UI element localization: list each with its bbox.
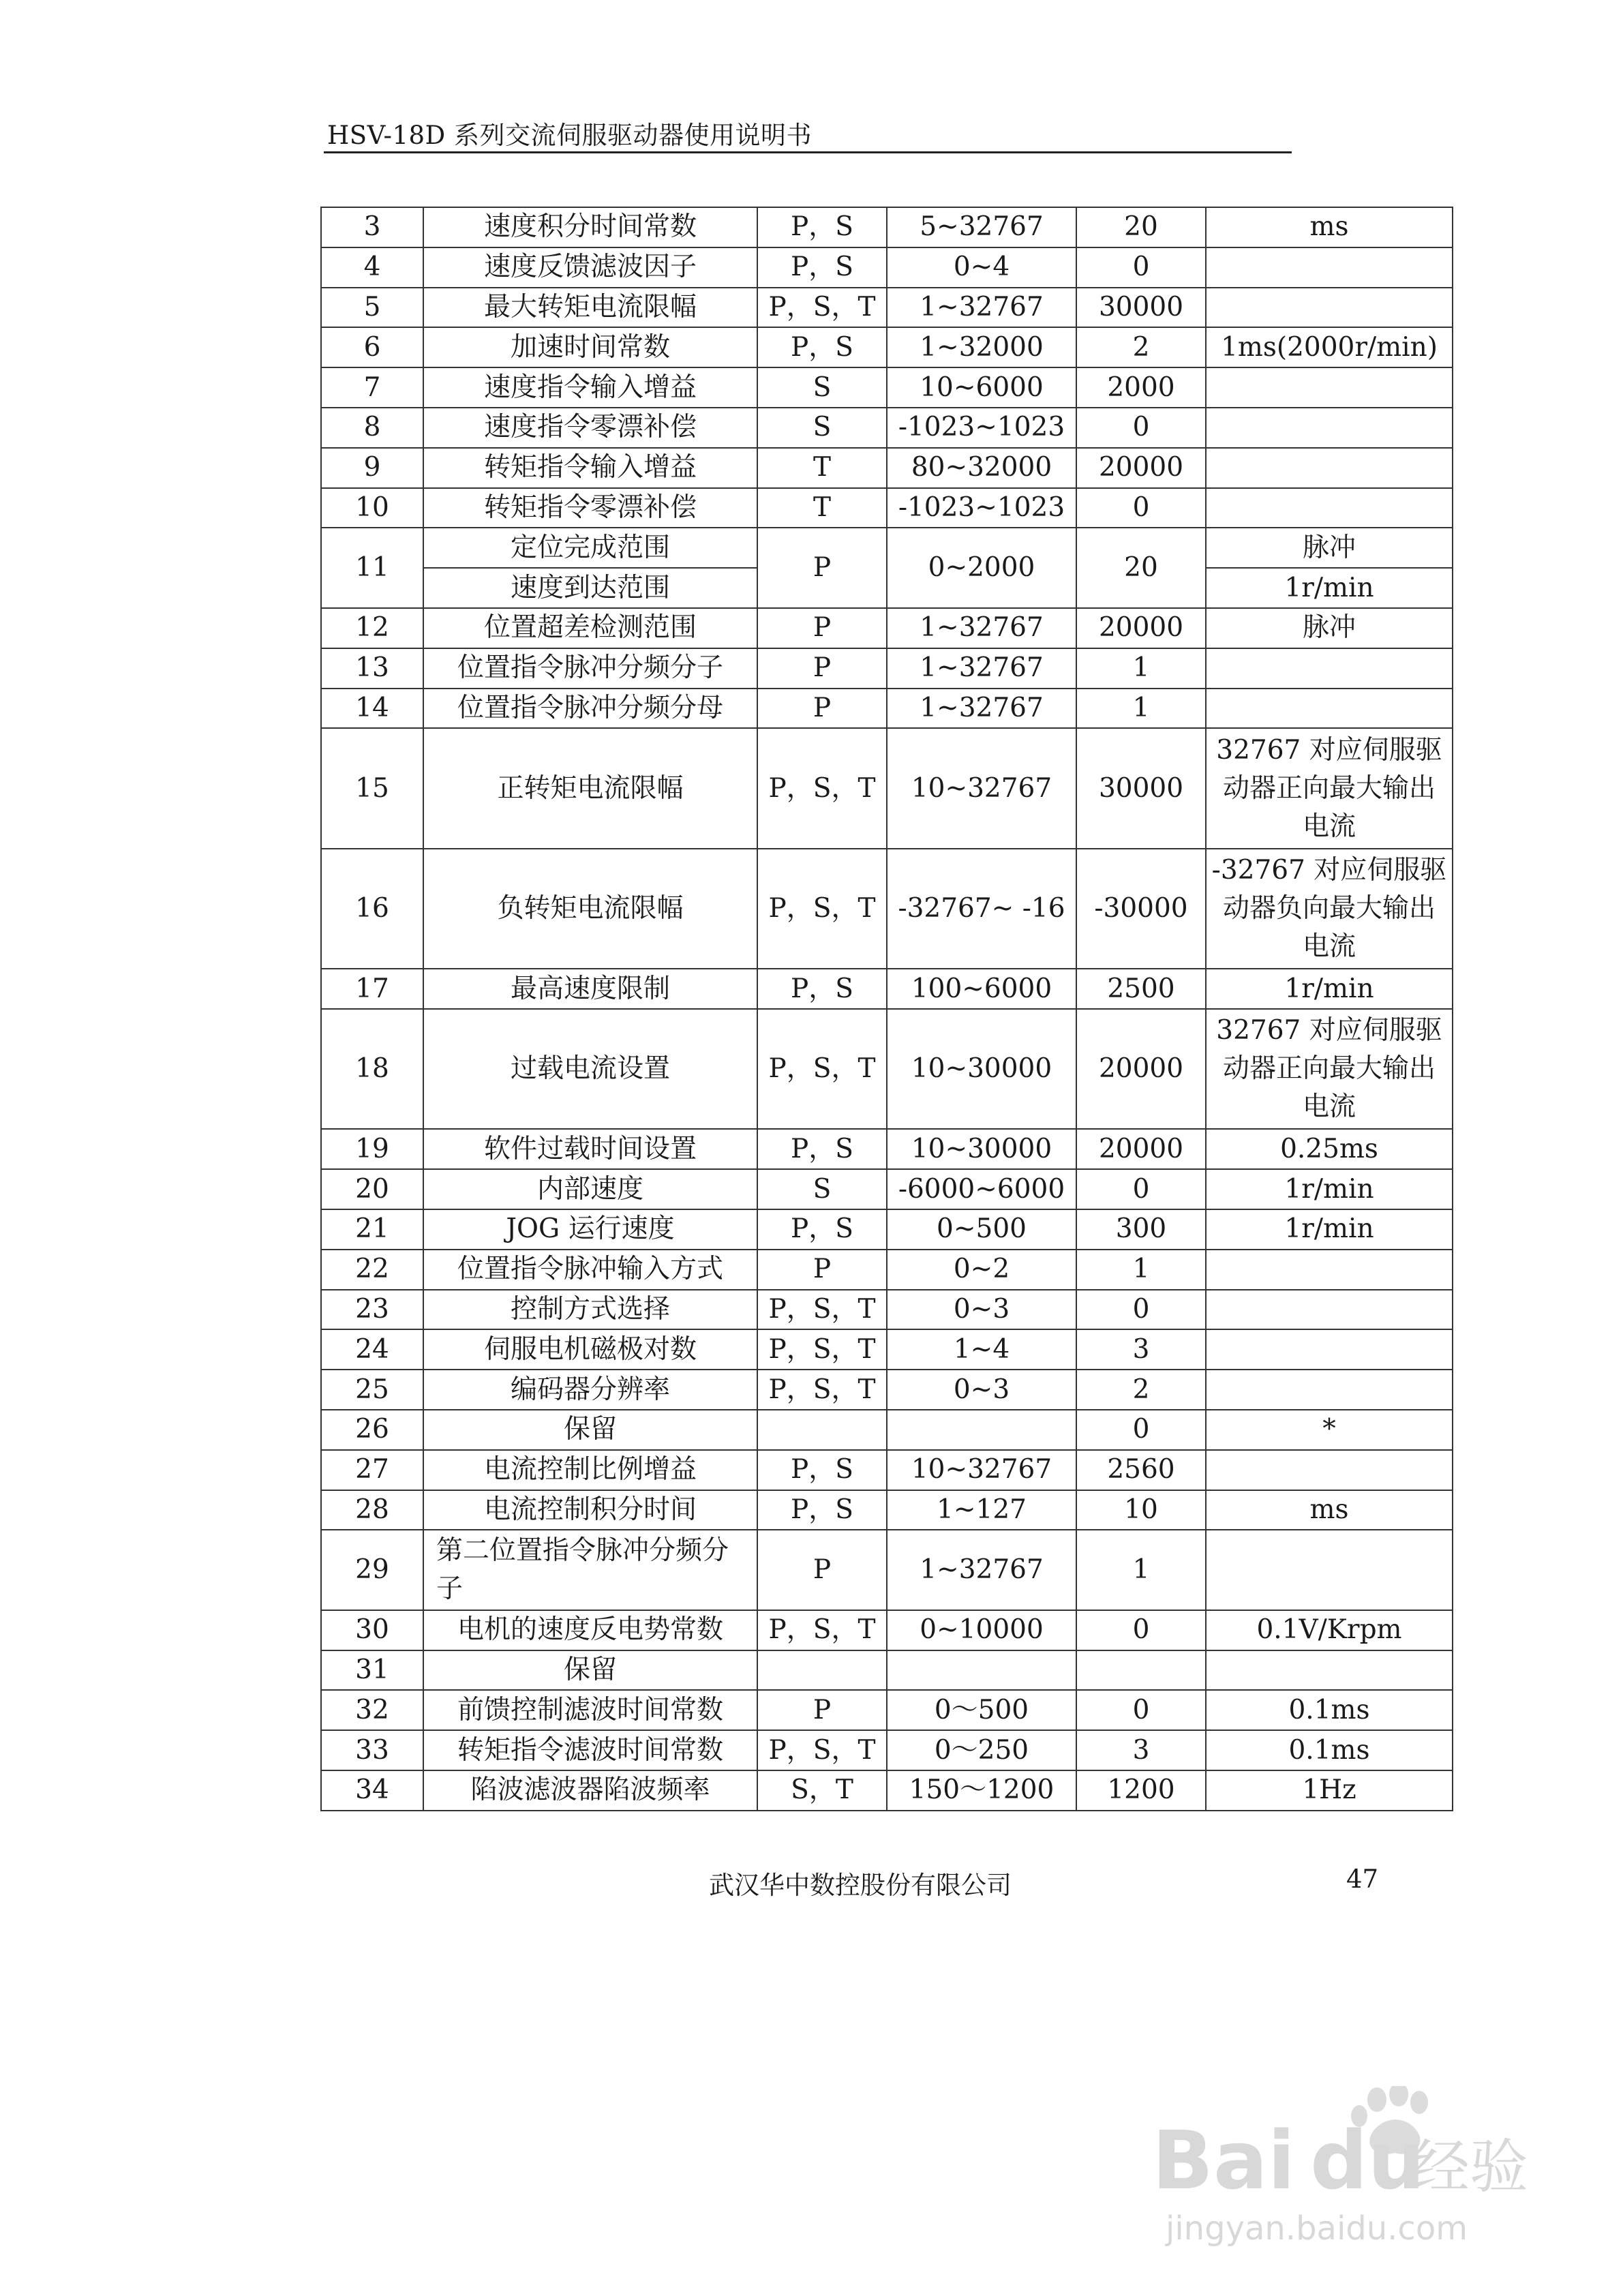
cell-range: 80~32000 xyxy=(887,448,1076,488)
table-row xyxy=(321,969,1453,1009)
table-row xyxy=(321,1450,1453,1490)
cell-no: 17 xyxy=(321,969,423,1009)
cell-default: 20000 xyxy=(1076,608,1206,648)
cell-default: 3 xyxy=(1076,1730,1206,1770)
cell-no: 29 xyxy=(321,1530,423,1610)
cell-default: 1 xyxy=(1076,648,1206,689)
cell-name: 转矩指令滤波时间常数 xyxy=(423,1730,757,1770)
cell-no: 9 xyxy=(321,448,423,488)
cell-name: 第二位置指令脉冲分频分子 xyxy=(423,1530,757,1610)
table-row xyxy=(321,288,1453,328)
table-row xyxy=(321,367,1453,408)
cell-default: 2 xyxy=(1076,1370,1206,1410)
cell-name: 保留 xyxy=(423,1410,757,1450)
cell-range: 10~30000 xyxy=(887,1129,1076,1169)
cell-no: 20 xyxy=(321,1169,423,1209)
cell-default: 20000 xyxy=(1076,448,1206,488)
table-row xyxy=(321,849,1453,969)
cell-default: 1 xyxy=(1076,1530,1206,1610)
table-row xyxy=(321,728,1453,848)
cell-mode: S，T xyxy=(757,1770,887,1811)
table-row xyxy=(321,1730,1453,1770)
table-row xyxy=(321,207,1453,247)
watermark-brand3: 经验 xyxy=(1411,2133,1528,2201)
cell-range: 0～250 xyxy=(887,1730,1076,1770)
cell-unit xyxy=(1206,367,1453,408)
watermark-brand2: du xyxy=(1310,2113,1425,2207)
cell-mode: P xyxy=(757,528,887,608)
cell-unit xyxy=(1206,1250,1453,1290)
cell-no: 16 xyxy=(321,849,423,969)
cell-unit: 脉冲 xyxy=(1206,608,1453,648)
cell-name: 定位完成范围 xyxy=(423,528,757,568)
table-row xyxy=(321,1370,1453,1410)
cell-range: 0~500 xyxy=(887,1209,1076,1250)
cell-range: -32767~ -16 xyxy=(887,849,1076,969)
cell-mode: P xyxy=(757,689,887,729)
cell-no: 4 xyxy=(321,247,423,288)
cell-no: 32 xyxy=(321,1690,423,1730)
cell-default: 10 xyxy=(1076,1490,1206,1530)
cell-no: 22 xyxy=(321,1250,423,1290)
cell-default: 2560 xyxy=(1076,1450,1206,1490)
table-row xyxy=(321,648,1453,689)
table-row xyxy=(321,1410,1453,1450)
cell-unit xyxy=(1206,1370,1453,1410)
cell-name: 位置指令脉冲分频分子 xyxy=(423,648,757,689)
cell-range: 150～1200 xyxy=(887,1770,1076,1811)
cell-mode xyxy=(757,1410,887,1450)
cell-range: -1023~1023 xyxy=(887,488,1076,528)
cell-default: 0 xyxy=(1076,247,1206,288)
cell-mode: P，S，T xyxy=(757,1290,887,1330)
cell-default: 300 xyxy=(1076,1209,1206,1250)
table-row xyxy=(321,1209,1453,1250)
cell-default: -30000 xyxy=(1076,849,1206,969)
cell-range: 0～500 xyxy=(887,1690,1076,1730)
cell-name: 速度指令输入增益 xyxy=(423,367,757,408)
cell-unit: 32767 对应伺服驱动器正向最大输出电流 xyxy=(1206,1009,1453,1129)
cell-mode: S xyxy=(757,367,887,408)
cell-unit xyxy=(1206,1329,1453,1370)
cell-mode: T xyxy=(757,448,887,488)
cell-name: 转矩指令零漂补偿 xyxy=(423,488,757,528)
cell-mode: P，S，T xyxy=(757,849,887,969)
cell-name: 最高速度限制 xyxy=(423,969,757,1009)
cell-mode: P xyxy=(757,1530,887,1610)
cell-no: 7 xyxy=(321,367,423,408)
cell-range: 0~4 xyxy=(887,247,1076,288)
table-row xyxy=(321,528,1453,568)
cell-default: 2 xyxy=(1076,327,1206,367)
cell-name: 保留 xyxy=(423,1650,757,1691)
cell-unit: 1r/min xyxy=(1206,1169,1453,1209)
cell-default: 20000 xyxy=(1076,1009,1206,1129)
cell-default: 0 xyxy=(1076,1690,1206,1730)
table-row xyxy=(321,327,1453,367)
cell-unit: 脉冲 xyxy=(1206,528,1453,568)
cell-range: 5~32767 xyxy=(887,207,1076,247)
cell-default: 20 xyxy=(1076,528,1206,608)
cell-unit: * xyxy=(1206,1410,1453,1450)
parameter-table xyxy=(320,207,1453,1811)
cell-mode: P，S xyxy=(757,1129,887,1169)
table-row xyxy=(321,1770,1453,1811)
cell-range: 0~3 xyxy=(887,1290,1076,1330)
cell-default: 20000 xyxy=(1076,1129,1206,1169)
cell-no: 15 xyxy=(321,728,423,848)
table-row xyxy=(321,488,1453,528)
watermark-brand: Bai xyxy=(1152,2113,1296,2207)
cell-unit: 1Hz xyxy=(1206,1770,1453,1811)
table-row xyxy=(321,247,1453,288)
table-row xyxy=(321,1690,1453,1730)
cell-mode: P，S，T xyxy=(757,1370,887,1410)
table-row xyxy=(321,1530,1453,1610)
cell-range xyxy=(887,1410,1076,1450)
table-row xyxy=(321,1169,1453,1209)
cell-default: 30000 xyxy=(1076,728,1206,848)
cell-range: 100~6000 xyxy=(887,969,1076,1009)
cell-range: 0~2000 xyxy=(887,528,1076,608)
cell-name: 速度指令零漂补偿 xyxy=(423,408,757,448)
cell-default: 0 xyxy=(1076,1290,1206,1330)
cell-mode xyxy=(757,1650,887,1691)
cell-name: 编码器分辨率 xyxy=(423,1370,757,1410)
table-row xyxy=(321,448,1453,488)
table-row xyxy=(321,1490,1453,1530)
cell-name: JOG 运行速度 xyxy=(423,1209,757,1250)
cell-no: 5 xyxy=(321,288,423,328)
cell-unit: 0.1V/Krpm xyxy=(1206,1610,1453,1650)
cell-range: 10~30000 xyxy=(887,1009,1076,1129)
cell-mode: P，S，T xyxy=(757,288,887,328)
cell-unit: ms xyxy=(1206,1490,1453,1530)
cell-default: 1200 xyxy=(1076,1770,1206,1811)
cell-default: 0 xyxy=(1076,1610,1206,1650)
cell-unit xyxy=(1206,288,1453,328)
cell-name: 电流控制比例增益 xyxy=(423,1450,757,1490)
cell-name: 加速时间常数 xyxy=(423,327,757,367)
watermark-url: jingyan.baidu.com xyxy=(1166,2209,1468,2248)
cell-name: 位置指令脉冲分频分母 xyxy=(423,689,757,729)
table-row xyxy=(321,689,1453,729)
cell-name: 前馈控制滤波时间常数 xyxy=(423,1690,757,1730)
cell-range: 0~2 xyxy=(887,1250,1076,1290)
cell-unit xyxy=(1206,1530,1453,1610)
cell-name: 位置超差检测范围 xyxy=(423,608,757,648)
cell-name: 位置指令脉冲输入方式 xyxy=(423,1250,757,1290)
cell-name: 陷波滤波器陷波频率 xyxy=(423,1770,757,1811)
cell-unit: 1r/min xyxy=(1206,1209,1453,1250)
cell-no: 24 xyxy=(321,1329,423,1370)
baidu-watermark-logo xyxy=(1152,2086,1534,2256)
cell-default: 1 xyxy=(1076,689,1206,729)
cell-mode: P xyxy=(757,608,887,648)
cell-mode: P，S，T xyxy=(757,1730,887,1770)
cell-unit xyxy=(1206,689,1453,729)
cell-mode: P xyxy=(757,1690,887,1730)
cell-no: 8 xyxy=(321,408,423,448)
cell-unit xyxy=(1206,648,1453,689)
cell-unit xyxy=(1206,488,1453,528)
cell-mode: P，S xyxy=(757,1450,887,1490)
cell-range: 1~32767 xyxy=(887,608,1076,648)
cell-unit: 0.1ms xyxy=(1206,1730,1453,1770)
table-row xyxy=(321,1129,1453,1169)
cell-mode: P，S xyxy=(757,1209,887,1250)
header-title: HSV-18D 系列交流伺服驱动器使用说明书 xyxy=(327,121,812,150)
cell-name: 软件过载时间设置 xyxy=(423,1129,757,1169)
cell-unit: 0.1ms xyxy=(1206,1690,1453,1730)
cell-name: 正转矩电流限幅 xyxy=(423,728,757,848)
table-row xyxy=(321,1329,1453,1370)
cell-name: 电流控制积分时间 xyxy=(423,1490,757,1530)
table-row xyxy=(321,408,1453,448)
table-row xyxy=(321,1009,1453,1129)
table-row xyxy=(321,608,1453,648)
cell-range: 1~32767 xyxy=(887,648,1076,689)
cell-mode: P，S xyxy=(757,327,887,367)
cell-default: 0 xyxy=(1076,488,1206,528)
cell-mode: P，S xyxy=(757,1490,887,1530)
cell-no: 14 xyxy=(321,689,423,729)
cell-unit xyxy=(1206,448,1453,488)
cell-unit xyxy=(1206,1290,1453,1330)
cell-name: 内部速度 xyxy=(423,1169,757,1209)
cell-no: 13 xyxy=(321,648,423,689)
cell-default: 3 xyxy=(1076,1329,1206,1370)
cell-name: 过载电流设置 xyxy=(423,1009,757,1129)
cell-no: 10 xyxy=(321,488,423,528)
cell-no: 28 xyxy=(321,1490,423,1530)
cell-unit xyxy=(1206,1450,1453,1490)
cell-no: 26 xyxy=(321,1410,423,1450)
cell-name: 控制方式选择 xyxy=(423,1290,757,1330)
cell-no: 30 xyxy=(321,1610,423,1650)
cell-default: 2500 xyxy=(1076,969,1206,1009)
cell-range: 0~3 xyxy=(887,1370,1076,1410)
cell-unit xyxy=(1206,1650,1453,1691)
cell-mode: P xyxy=(757,648,887,689)
cell-mode: P，S，T xyxy=(757,1610,887,1650)
cell-no: 6 xyxy=(321,327,423,367)
cell-unit xyxy=(1206,247,1453,288)
cell-mode: P，S xyxy=(757,247,887,288)
cell-no: 27 xyxy=(321,1450,423,1490)
cell-default: 2000 xyxy=(1076,367,1206,408)
table-row xyxy=(321,1290,1453,1330)
cell-no: 11 xyxy=(321,528,423,608)
cell-name: 速度到达范围 xyxy=(423,568,757,608)
cell-no: 25 xyxy=(321,1370,423,1410)
cell-range: -6000~6000 xyxy=(887,1169,1076,1209)
cell-range: 1~32767 xyxy=(887,288,1076,328)
cell-no: 23 xyxy=(321,1290,423,1330)
cell-default: 0 xyxy=(1076,1410,1206,1450)
cell-mode: P，S，T xyxy=(757,728,887,848)
cell-mode: P，S xyxy=(757,207,887,247)
cell-no: 34 xyxy=(321,1770,423,1811)
cell-mode: P，S xyxy=(757,969,887,1009)
header-rule xyxy=(324,151,1292,153)
cell-mode: S xyxy=(757,408,887,448)
cell-unit: 1r/min xyxy=(1206,568,1453,608)
cell-mode: S xyxy=(757,1169,887,1209)
cell-name: 伺服电机磁极对数 xyxy=(423,1329,757,1370)
page-number: 47 xyxy=(1346,1864,1379,1894)
cell-no: 31 xyxy=(321,1650,423,1691)
table-row xyxy=(321,1610,1453,1650)
cell-range: 1~127 xyxy=(887,1490,1076,1530)
cell-range: 1~32767 xyxy=(887,1530,1076,1610)
cell-range: 1~4 xyxy=(887,1329,1076,1370)
cell-no: 12 xyxy=(321,608,423,648)
cell-default: 20 xyxy=(1076,207,1206,247)
cell-default: 30000 xyxy=(1076,288,1206,328)
cell-default: 0 xyxy=(1076,1169,1206,1209)
footer-company: 武汉华中数控股份有限公司 xyxy=(709,1871,1012,1900)
cell-mode: P xyxy=(757,1250,887,1290)
cell-name: 速度反馈滤波因子 xyxy=(423,247,757,288)
cell-range: 1~32767 xyxy=(887,689,1076,729)
table-row xyxy=(321,1250,1453,1290)
parameter-table-body xyxy=(321,207,1453,1811)
cell-name: 转矩指令输入增益 xyxy=(423,448,757,488)
cell-range: 10~6000 xyxy=(887,367,1076,408)
table-row xyxy=(321,1650,1453,1691)
cell-unit: 1ms(2000r/min) xyxy=(1206,327,1453,367)
cell-unit: 0.25ms xyxy=(1206,1129,1453,1169)
cell-no: 18 xyxy=(321,1009,423,1129)
cell-no: 19 xyxy=(321,1129,423,1169)
cell-range: 1~32000 xyxy=(887,327,1076,367)
cell-unit xyxy=(1206,408,1453,448)
cell-unit: -32767 对应伺服驱动器负向最大输出电流 xyxy=(1206,849,1453,969)
cell-mode: T xyxy=(757,488,887,528)
cell-no: 21 xyxy=(321,1209,423,1250)
cell-mode: P，S，T xyxy=(757,1329,887,1370)
cell-unit: 32767 对应伺服驱动器正向最大输出电流 xyxy=(1206,728,1453,848)
cell-range: 0~10000 xyxy=(887,1610,1076,1650)
cell-no: 33 xyxy=(321,1730,423,1770)
cell-default: 1 xyxy=(1076,1250,1206,1290)
cell-name: 电机的速度反电势常数 xyxy=(423,1610,757,1650)
cell-range: 10~32767 xyxy=(887,1450,1076,1490)
cell-unit: ms xyxy=(1206,207,1453,247)
cell-range: 10~32767 xyxy=(887,728,1076,848)
cell-range: -1023~1023 xyxy=(887,408,1076,448)
cell-name: 负转矩电流限幅 xyxy=(423,849,757,969)
cell-unit: 1r/min xyxy=(1206,969,1453,1009)
cell-mode: P，S，T xyxy=(757,1009,887,1129)
cell-name: 最大转矩电流限幅 xyxy=(423,288,757,328)
cell-default: 0 xyxy=(1076,408,1206,448)
cell-name: 速度积分时间常数 xyxy=(423,207,757,247)
cell-default xyxy=(1076,1650,1206,1691)
cell-range xyxy=(887,1650,1076,1691)
cell-no: 3 xyxy=(321,207,423,247)
